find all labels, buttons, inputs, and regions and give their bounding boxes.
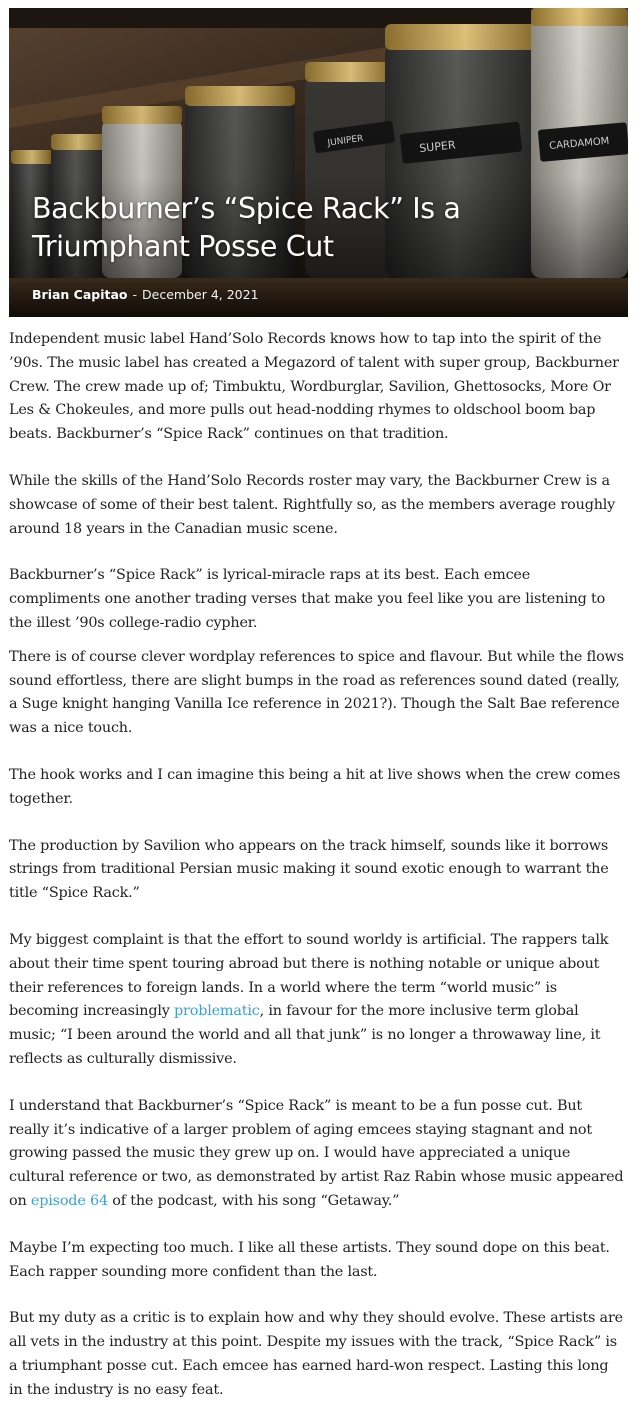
episode-64-link[interactable]: episode 64 [30,1192,108,1209]
paragraph: Backburner’s “Spice Rack” is lyrical-miracle raps at its best. Each emcee compliments one another trading verses that make you feel like you are listening to the illest ’90s college-radio cypher. [9,567,606,631]
paragraph [9,1095,625,1214]
paragraph: But my duty as a critic is to explain how and why they should evolve. These artists are all vets in the industry at this point. Despite my issues with the track, “Spice Rack” is a triumphant posse cut. Each emcee has earned hard-won respect. Lasting this long in the industry is no easy feat. [9,1310,623,1398]
article-body [9,328,625,1402]
article-title: Backburner’s “Spice Rack” Is a Triumphant Posse Cut [32,192,461,263]
hero-banner [9,8,628,317]
author-name[interactable]: Brian Capitao [32,287,128,302]
paragraph-text: My biggest complaint is that the effort to sound worldy is artificial. The rappers talk about their time spent touring abroad but there is nothing notable or unique about their references to foreign lands. In a world where the term “world music” is becoming increasingly [9,931,609,1020]
paragraph: Maybe I’m expecting too much. I like all these artists. They sound dope on this beat. Each rapper sounding more confident than the last. [9,1239,610,1280]
byline-separator: - [132,287,138,302]
paragraph-text: I understand that Backburner’s “Spice Rack” is meant to be a fun posse cut. But really it’s indicative of a larger problem of aging emcees staying stagnant and not growing passed the music they grew up on. I would have appreciated a unique cultural reference or two, as demonstrated by artist Raz Rabin whose music appeared on [9,1097,624,1209]
spice-jars-photo [9,8,628,317]
paragraph: While the skills of the Hand’Solo Records roster may vary, the Backburner Crew is a showcase of some of their best talent. Rightfully so, as the members average roughly around 18 years in the Canadian music scene. [9,472,616,537]
paragraph: There is of course clever wordplay references to spice and flavour. But while the flows sound effortless, there are slight bumps in the road as references sound dated (really, a Suge knight hanging Vanilla Ice reference in 2021?). Though the Salt Bae reference was a nice touch. [9,648,624,737]
paragraph: The hook works and I can imagine this being a hit at live shows when the crew comes together. [9,766,621,807]
byline [32,287,259,302]
problematic-link[interactable]: problematic [174,1003,260,1020]
paragraph [9,929,625,1072]
publish-date: December 4, 2021 [142,287,259,302]
paragraph-text: of the podcast, with his song “Getaway.” [107,1192,400,1209]
paragraph-text: , in favour for the more inclusive term global music; “I been around the world and all that junk” is no longer a throwaway line, it reflects as culturally dismissive. [9,1003,601,1067]
paragraph: Independent music label Hand’Solo Records knows how to tap into the spirit of the ’90s. The music label has created a Megazord of talent with super group, Backburner Crew. The crew made up of; Timbuktu, Wordburglar, Savilion, Ghettosocks, More Or Les & Chokeules, and more pulls out head-nodding rhymes to oldschool boom bap beats. Backburner’s “Spice Rack” continues on that tradition. [9,331,619,443]
paragraph: The production by Savilion who appears on the track himself, sounds like it borrows strings from traditional Persian music making it sound exotic enough to warrant the title “Spice Rack.” [9,837,609,902]
